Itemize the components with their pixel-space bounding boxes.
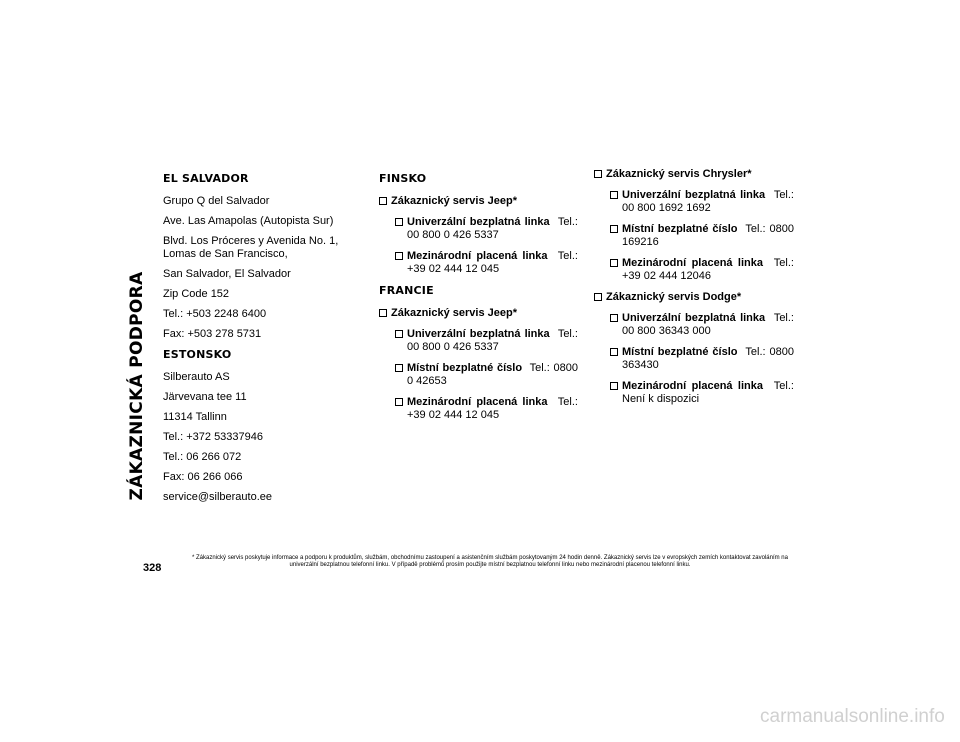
- contact-entry: [610, 312, 794, 338]
- fax-line: Fax: +503 278 5731: [163, 328, 262, 340]
- heading-francie: FRANCIE: [379, 284, 434, 297]
- contact-label: Univerzální bezplatná linka: [622, 189, 766, 201]
- contact-entry: [610, 189, 794, 215]
- service-name: Zákaznický servis Dodge*: [606, 291, 742, 303]
- heading-el-salvador: EL SALVADOR: [163, 172, 249, 185]
- contact-value: Tel.: +39 02 444 12 045: [407, 250, 578, 275]
- bullet-box-icon: [379, 197, 387, 205]
- contact-value: Tel.: 00 800 1692 1692: [622, 189, 794, 214]
- footnote: * Zákaznický servis poskytuje informace a podporu k produktům, službám, obchodnímu zastoupení a asistenčním službám poskytovaným 24 hodin denně. Zákaznický servis lze v evropských zemích kontaktovat zavoláním na univerzální bezplatnou telefonní linku. V případě problémů prosím použijte místní bezplatnou telefonní linku nebo mezinárodní placenou telefonní linku.: [192, 555, 788, 568]
- section-side-title: ZÁKAZNICKÁ PODPORA: [127, 271, 147, 501]
- service-entry: [594, 168, 794, 181]
- bullet-box-icon: [610, 225, 618, 233]
- bullet-box-icon: [395, 218, 403, 226]
- heading-estonsko: ESTONSKO: [163, 348, 232, 361]
- address-line: Ave. Las Amapolas (Autopista Sur): [163, 215, 334, 227]
- bullet-box-icon: [594, 293, 602, 301]
- watermark: carmanualsonline.info: [760, 706, 945, 727]
- contact-entry: [610, 380, 794, 406]
- contact-label: Mezinárodní placená linka: [407, 250, 548, 262]
- bullet-box-icon: [395, 364, 403, 372]
- phone-line: Tel.: 06 266 072: [163, 451, 242, 463]
- address-line: Zip Code 152: [163, 288, 230, 300]
- contact-value: Tel.: 00 800 0 426 5337: [407, 216, 578, 241]
- contact-label: Univerzální bezplatná linka: [622, 312, 766, 324]
- address-line: San Salvador, El Salvador: [163, 268, 291, 280]
- service-entry: [594, 291, 794, 304]
- contact-label: Mezinárodní placená linka: [622, 380, 763, 392]
- contact-value: Tel.: Není k dispozici: [622, 380, 794, 405]
- bullet-box-icon: [379, 309, 387, 317]
- contact-entry: [395, 328, 578, 354]
- contact-label: Mezinárodní placená linka: [407, 396, 548, 408]
- contact-label: Místní bezplatné číslo: [622, 223, 738, 235]
- contact-value: Tel.: 0800 169216: [622, 223, 794, 248]
- bullet-box-icon: [610, 348, 618, 356]
- phone-line: Tel.: +372 53337946: [163, 431, 264, 443]
- address-line: 11314 Tallinn: [163, 411, 227, 423]
- bullet-box-icon: [610, 382, 618, 390]
- bullet-box-icon: [395, 330, 403, 338]
- contact-value: Tel.: +39 02 444 12 045: [407, 396, 578, 421]
- bullet-box-icon: [395, 252, 403, 260]
- service-name: Zákaznický servis Jeep*: [391, 307, 517, 319]
- contact-entry: [395, 216, 578, 242]
- service-entry: [379, 307, 578, 320]
- service-name: Zákaznický servis Jeep*: [391, 195, 517, 207]
- email-line: service@silberauto.ee: [163, 491, 272, 503]
- bullet-box-icon: [610, 191, 618, 199]
- address-line: Järvevana tee 11: [163, 391, 247, 403]
- contact-value: Tel.: 00 800 0 426 5337: [407, 328, 578, 353]
- address-line: Grupo Q del Salvador: [163, 195, 270, 207]
- contact-value: Tel.: +39 02 444 12046: [622, 257, 794, 282]
- contact-label: Mezinárodní placená linka: [622, 257, 763, 269]
- contact-entry: [610, 257, 794, 283]
- contact-label: Místní bezplatné číslo: [407, 362, 523, 374]
- bullet-box-icon: [395, 398, 403, 406]
- column-left: [163, 168, 368, 511]
- fax-line: Fax: 06 266 066: [163, 471, 243, 483]
- address-line: Blvd. Los Próceres y Avenida No. 1, Lomas de San Francisco,: [163, 235, 339, 260]
- contact-entry: [395, 396, 578, 422]
- contact-value: Tel.: 00 800 36343 000: [622, 312, 794, 337]
- contact-entry: [395, 362, 578, 388]
- bullet-box-icon: [594, 170, 602, 178]
- page-number: 328: [143, 562, 162, 574]
- address-line: Silberauto AS: [163, 371, 230, 383]
- phone-line: Tel.: +503 2248 6400: [163, 308, 267, 320]
- contact-value: Tel.: 0800 0 42653: [407, 362, 579, 387]
- contact-entry: [610, 346, 794, 372]
- contact-value: Tel.: 0800 363430: [622, 346, 794, 371]
- service-name: Zákaznický servis Chrysler*: [606, 168, 752, 180]
- heading-finsko: FINSKO: [379, 172, 427, 185]
- column-middle: [379, 168, 578, 430]
- contact-entry: [395, 250, 578, 276]
- service-entry: [379, 195, 578, 208]
- contact-label: Univerzální bezplatná linka: [407, 328, 550, 340]
- column-right: [594, 168, 794, 414]
- bullet-box-icon: [610, 259, 618, 267]
- contact-entry: [610, 223, 794, 249]
- contact-label: Místní bezplatné číslo: [622, 346, 738, 358]
- bullet-box-icon: [610, 314, 618, 322]
- contact-label: Univerzální bezplatná linka: [407, 216, 550, 228]
